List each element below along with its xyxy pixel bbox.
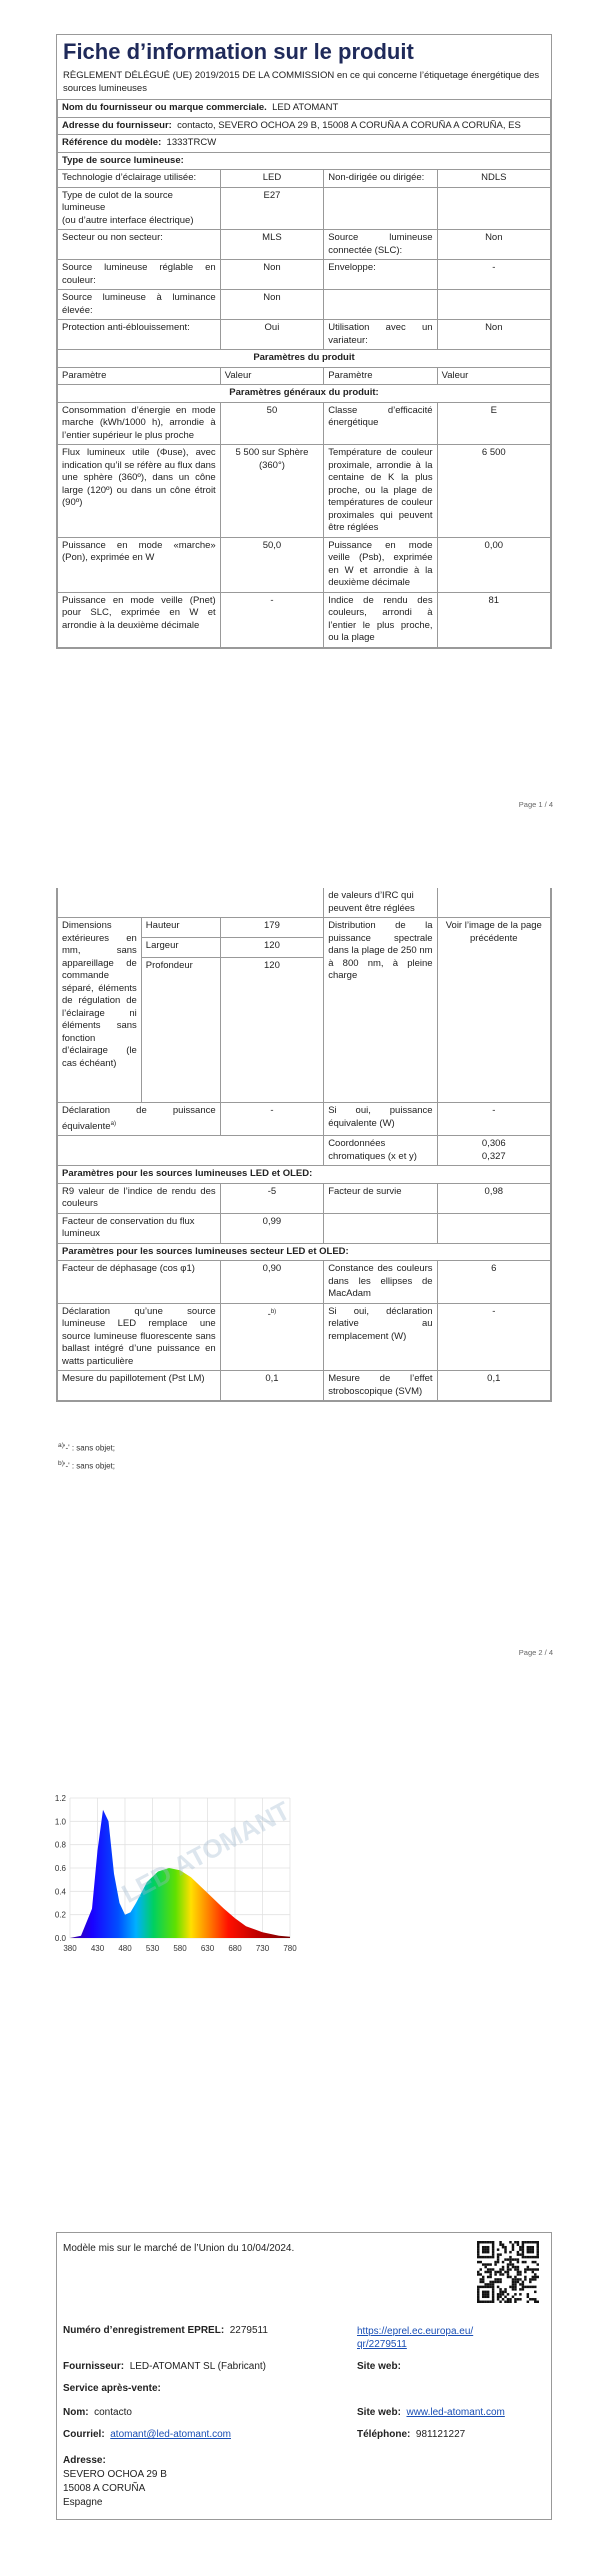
chroma-value: 0,306 0,327 bbox=[437, 1136, 550, 1166]
empty-cell bbox=[324, 1213, 437, 1243]
dims-label: Dimensions extérieures en mm, sans appareillage de commande séparé, éléments de régulation de l’éclairage ni éléments sans fonction d’éclairage (le cas échéant) bbox=[58, 918, 142, 1103]
height-value: 179 bbox=[220, 918, 324, 938]
pst-label: Mesure du papillotement (Pst LM) bbox=[58, 1371, 221, 1401]
cap-value: E27 bbox=[220, 187, 324, 230]
empty-cell bbox=[58, 1136, 324, 1166]
email-row: Courriel: atomant@led-atomant.com bbox=[63, 2429, 231, 2440]
tech-label: Technologie d’éclairage utilisée: bbox=[58, 170, 221, 188]
connected-label: Source lumineuse connectée (SLC): bbox=[324, 230, 437, 260]
website-link[interactable]: www.led-atomant.com bbox=[406, 2407, 505, 2418]
name-row: Nom: contacto bbox=[63, 2407, 132, 2418]
equiv-power-label: Si oui, puissance équivalente (W) bbox=[324, 1103, 437, 1136]
x-tick-label: 480 bbox=[118, 1944, 132, 1953]
flux-label: Flux lumineux utile (Φuse), avec indication qu’il se réfère au flux dans une sphère (360º), dans un cône large (120º) ou dans un cône étroit (90º) bbox=[58, 445, 221, 538]
svm-value: 0,1 bbox=[437, 1371, 550, 1401]
qr-code-icon[interactable] bbox=[477, 2241, 539, 2303]
dimmer-label: Utilisation avec un variateur: bbox=[324, 320, 437, 350]
source-type-heading: Type de source lumineuse: bbox=[58, 152, 551, 170]
y-tick-label: 1.2 bbox=[54, 1794, 66, 1803]
highlum-label: Source lumineuse à luminance élevée: bbox=[58, 290, 221, 320]
page-number: Page 1 / 4 bbox=[518, 800, 553, 809]
address-line: 15008 A CORUÑA bbox=[63, 2483, 146, 2494]
depth-value: 120 bbox=[220, 958, 324, 1103]
spd-value: Voir l’image de la page précédente bbox=[437, 918, 550, 1103]
value-header: Valeur bbox=[437, 367, 550, 385]
net-standby-value: - bbox=[220, 592, 324, 647]
width-label: Largeur bbox=[141, 938, 220, 958]
r9-value: -5 bbox=[220, 1183, 324, 1213]
x-tick-label: 580 bbox=[173, 1944, 187, 1953]
phone-row: Téléphone: 981121227 bbox=[357, 2429, 466, 2440]
spd-label: Distribution de la puissance spectrale dans la plage de 250 nm à 800 nm, à pleine charge bbox=[324, 918, 437, 1103]
height-label: Hauteur bbox=[141, 918, 220, 938]
empty-cell bbox=[437, 888, 550, 918]
product-params-table-cont bbox=[57, 888, 551, 1401]
connected-value: Non bbox=[437, 230, 550, 260]
address-line: SEVERO OCHOA 29 B bbox=[63, 2469, 167, 2480]
flux-value: 5 500 sur Sphère (360°) bbox=[220, 445, 324, 538]
equiv-power-value: - bbox=[437, 1103, 550, 1136]
eprel-row: Numéro d’enregistrement EPREL: 2279511 bbox=[63, 2325, 268, 2336]
mains-value: MLS bbox=[220, 230, 324, 260]
empty-cell bbox=[324, 187, 437, 230]
power-on-label: Puissance en mode «marche» (Pon), exprimée en W bbox=[58, 537, 221, 592]
x-tick-label: 530 bbox=[145, 1944, 160, 1953]
chroma-label: Coordonnées chromatiques (x et y) bbox=[324, 1136, 437, 1166]
standby-value: 0,00 bbox=[437, 537, 550, 592]
x-tick-label: 380 bbox=[63, 1944, 77, 1953]
r9-label: R9 valeur de l’indice de rendu des couleurs bbox=[58, 1183, 221, 1213]
width-value: 120 bbox=[220, 938, 324, 958]
colour-label: Source lumineuse réglable en couleur: bbox=[58, 260, 221, 290]
envelope-label: Enveloppe: bbox=[324, 260, 437, 290]
y-tick-label: 0.8 bbox=[54, 1840, 66, 1850]
antiglare-label: Protection anti-éblouissement: bbox=[58, 320, 221, 350]
y-tick-label: 1.0 bbox=[54, 1817, 66, 1827]
y-tick-label: 0.6 bbox=[54, 1864, 66, 1873]
supplier-row: Fournisseur: LED-ATOMANT SL (Fabricant) bbox=[63, 2361, 267, 2372]
footnote-a: $^{a)}$'-' : sans objet; bbox=[58, 1442, 115, 1453]
model-row: Référence du modèle: 1333TRCW bbox=[58, 135, 551, 153]
empty-cell bbox=[437, 187, 550, 230]
value-header: Valeur bbox=[220, 367, 324, 385]
cct-label: Température de couleur proximale, arrondie à la centaine de K la plus proche, ou la plage de températures de couleur proximales qui peuvent être réglées bbox=[324, 445, 437, 538]
replace-decl-label: Si oui, déclaration relative au remplacement (W) bbox=[324, 1303, 437, 1371]
standby-label: Puissance en mode veille (Psb), exprimée en W et arrondie à la deuxième décimale bbox=[324, 537, 437, 592]
page1-frame bbox=[56, 34, 552, 649]
empty-cell bbox=[437, 290, 550, 320]
tech-value: LED bbox=[220, 170, 324, 188]
spectrum-svg bbox=[40, 1790, 310, 1960]
spectrum-chart bbox=[40, 1790, 310, 1960]
website-label: Site web: bbox=[357, 2361, 401, 2372]
x-tick-label: 680 bbox=[228, 1944, 242, 1953]
maint-value: 0,99 bbox=[220, 1213, 324, 1243]
general-params-heading: Paramètres généraux du produit: bbox=[58, 385, 551, 403]
cct-value: 6 500 bbox=[437, 445, 550, 538]
equiv-decl-label: Déclaration de puissance équivalente$^{a)}$ bbox=[58, 1103, 221, 1136]
eprel-link[interactable]: https://eprel.ec.europa.eu/qr/2279511 bbox=[357, 2326, 474, 2350]
svm-label: Mesure de l’effet stroboscopique (SVM) bbox=[324, 1371, 437, 1401]
x-tick-label: 630 bbox=[200, 1944, 215, 1953]
cri-label-cont: de valeurs d’IRC qui peuvent être réglées bbox=[324, 888, 437, 918]
class-value: E bbox=[437, 402, 550, 445]
mains-label: Secteur ou non secteur: bbox=[58, 230, 221, 260]
mains-params-heading: Paramètres pour les sources lumineuses secteur LED et OLED: bbox=[58, 1243, 551, 1261]
footer-frame bbox=[56, 2232, 552, 2520]
page-number: Page 2 / 4 bbox=[518, 1648, 553, 1657]
cri-label: Indice de rendu des couleurs, arrondi à l’entier le plus proche, ou la plage bbox=[324, 592, 437, 647]
led-params-heading: Paramètres pour les sources lumineuses LED et OLED: bbox=[58, 1166, 551, 1184]
param-header: Paramètre bbox=[58, 367, 221, 385]
depth-label: Profondeur bbox=[141, 958, 220, 1103]
directional-value: NDLS bbox=[437, 170, 550, 188]
envelope-value: - bbox=[437, 260, 550, 290]
x-tick-label: 430 bbox=[90, 1944, 105, 1953]
antiglare-value: Oui bbox=[220, 320, 324, 350]
footnote-b: $^{b)}$'-' : sans objet; bbox=[58, 1460, 115, 1471]
net-standby-label: Puissance en mode veille (Pnet) pour SLC, exprimée en W et arrondie à la deuxième décimale bbox=[58, 592, 221, 647]
supplier-row: Nom du fournisseur ou marque commerciale. LED ATOMANT bbox=[58, 100, 551, 118]
address-row: Adresse du fournisseur: contacto, SEVERO OCHOA 29 B, 15008 A CORUÑA A CORUÑA A CORUÑA, ES bbox=[58, 117, 551, 135]
power-on-value: 50,0 bbox=[220, 537, 324, 592]
product-info-table bbox=[57, 99, 551, 648]
maint-label: Facteur de conservation du flux lumineux bbox=[58, 1213, 221, 1243]
macadam-label: Constance des couleurs dans les ellipses de MacAdam bbox=[324, 1261, 437, 1304]
replace-value: -$^{b)}$ bbox=[220, 1303, 324, 1371]
equiv-decl-value: - bbox=[220, 1103, 324, 1136]
x-tick-label: 780 bbox=[283, 1944, 297, 1953]
x-tick-label: 730 bbox=[255, 1944, 270, 1953]
page2-frame bbox=[56, 888, 552, 1402]
macadam-value: 6 bbox=[437, 1261, 550, 1304]
survival-value: 0,98 bbox=[437, 1183, 550, 1213]
y-tick-label: 0.0 bbox=[54, 1934, 66, 1943]
market-text: Modèle mis sur le marché de l’Union du 10/04/2024. bbox=[63, 2243, 295, 2254]
after-sales-heading: Service après-vente: bbox=[63, 2383, 161, 2394]
address-label: Adresse: bbox=[63, 2455, 106, 2466]
replace-decl-value: - bbox=[437, 1303, 550, 1371]
empty-cell bbox=[324, 290, 437, 320]
replace-label: Déclaration qu’une source lumineuse LED remplace une source lumineuse fluorescente sans ballast intégré d’une puissance en watts particulière bbox=[58, 1303, 221, 1371]
directional-label: Non-dirigée ou dirigée: bbox=[324, 170, 437, 188]
empty-cell bbox=[58, 888, 324, 918]
param-header: Paramètre bbox=[324, 367, 437, 385]
y-tick-label: 0.4 bbox=[54, 1887, 66, 1897]
energy-label: Consommation d’énergie en mode marche (kWh/1000 h), arrondie à l’entier supérieur le plus proche bbox=[58, 402, 221, 445]
highlum-value: Non bbox=[220, 290, 324, 320]
cri-value: 81 bbox=[437, 592, 550, 647]
brand-watermark: LED ATOMANT bbox=[116, 1795, 295, 1909]
dimmer-value: Non bbox=[437, 320, 550, 350]
regulation-text: RÈGLEMENT DÉLÉGUÉ (UE) 2019/2015 DE LA COMMISSION en ce qui concerne l’étiquetage énergétique des sources lumineuses bbox=[63, 70, 540, 94]
pf-label: Facteur de déphasage (cos φ1) bbox=[58, 1261, 221, 1304]
pst-value: 0,1 bbox=[220, 1371, 324, 1401]
page-title: Fiche d’information sur le produit bbox=[63, 39, 414, 64]
cap-label: Type de culot de la source lumineuse (ou d’autre interface électrique) bbox=[58, 187, 221, 230]
y-tick-label: 0.2 bbox=[54, 1910, 66, 1920]
pf-value: 0,90 bbox=[220, 1261, 324, 1304]
class-label: Classe d’efficacité énergétique bbox=[324, 402, 437, 445]
website-row: Site web: www.led-atomant.com bbox=[357, 2407, 505, 2418]
product-params-heading: Paramètres du produit bbox=[58, 350, 551, 368]
address-line: Espagne bbox=[63, 2497, 103, 2508]
empty-cell bbox=[437, 1213, 550, 1243]
colour-value: Non bbox=[220, 260, 324, 290]
survival-label: Facteur de survie bbox=[324, 1183, 437, 1213]
energy-value: 50 bbox=[220, 402, 324, 445]
email-link[interactable]: atomant@led-atomant.com bbox=[110, 2429, 231, 2440]
